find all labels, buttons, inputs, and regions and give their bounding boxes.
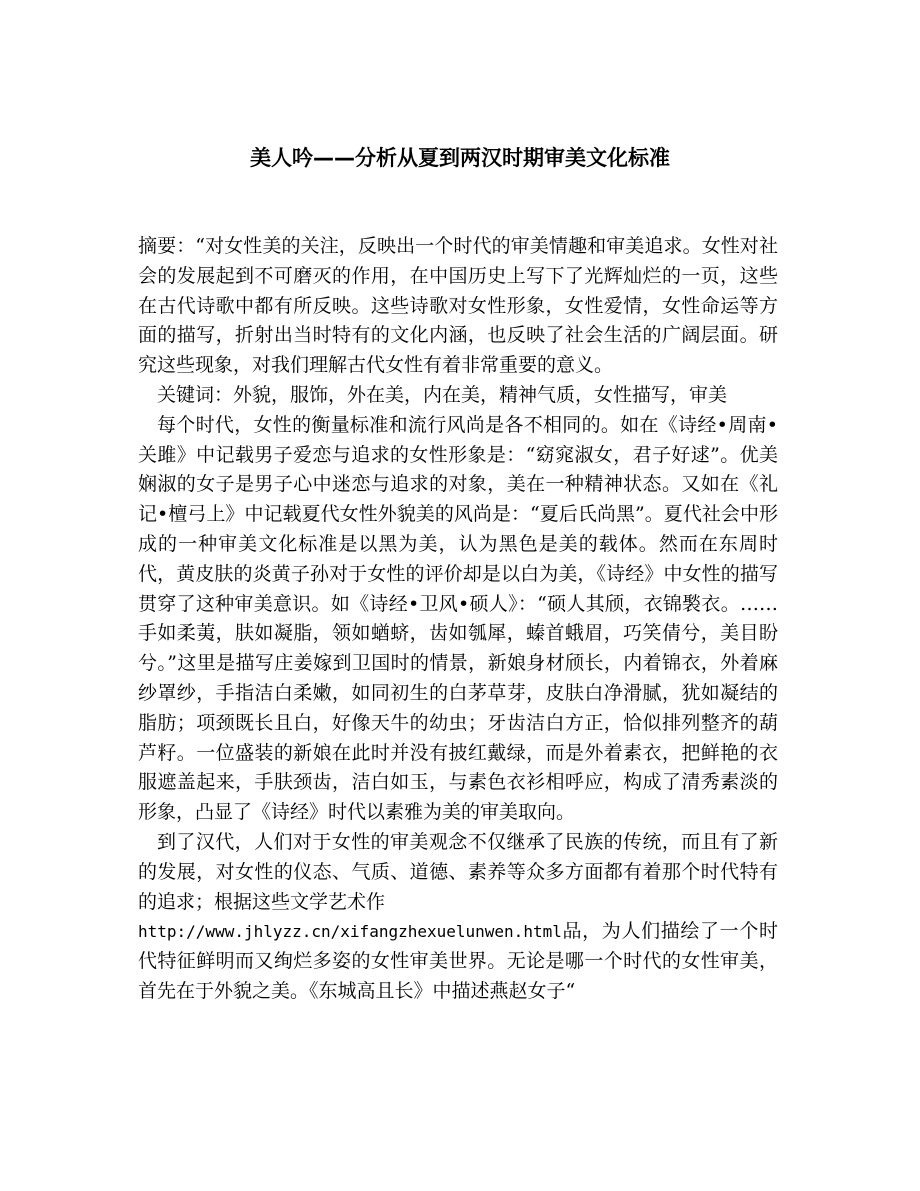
document-body (138, 232, 778, 1007)
abstract-paragraph: 摘要：“对女性美的关注，反映出一个时代的审美情趣和审美追求。女性对社会的发展起到不可磨灭的作用，在中国历史上写下了光辉灿烂的一页，这些在古代诗歌中都有所反映。这些诗歌对女性形象，女性爱情，女性命运等方面的描写，折射出当时特有的文化内涵，也反映了社会生活的广阔层面。研究这些现象，对我们理解古代女性有着非常重要的意义。 (138, 235, 778, 377)
keywords-paragraph: 关键词：外貌，服饰，外在美，内在美，精神气质，女性描写，审美 (157, 383, 728, 406)
body-paragraph-2 (138, 828, 778, 1007)
article-link[interactable]: http://www.jhlyzz.cn/xifangzhexuelunwen.html (138, 922, 562, 942)
document-title: 美人吟——分析从夏到两汉时期审美文化标准 (250, 146, 670, 170)
body-paragraph-1: 每个时代，女性的衡量标准和流行风尚是各不相同的。如在《诗经•周南•关雎》中记载男子爱恋与追求的女性形象是：“窈窕淑女，君子好逑”。优美娴淑的女子是男子心中迷恋与追求的对象，美在一种精神状态。又如在《礼记•檀弓上》中记载夏代女性外貌美的风尚是：“夏后氏尚黑”。夏代社会中形成的一种审美文化标准是以黑为美，认为黑色是美的载体。然而在东周时代，黄皮肤的炎黄子孙对于女性的评价却是以白为美，《诗经》中女性的描写贯穿了这种审美意识。如《诗经•卫风•硕人》：“硕人其颀，衣锦褧衣。……手如柔荑，肤如凝脂，领如蝤蛴，齿如瓠犀，螓首蛾眉，巧笑倩兮，美目盼兮。”这里是描写庄姜嫁到卫国时的情景，新娘身材颀长，内着锦衣，外着麻纱罩纱，手指洁白柔嫩，如同初生的白茅草芽，皮肤白净滑腻，犹如凝结的脂肪；项颈既长且白，好像天牛的幼虫；牙齿洁白方正，恰似排列整齐的葫芦籽。一位盛装的新娘在此时并没有披红戴绿，而是外着素衣，把鲜艳的衣服遮盖起来，手肤颈齿，洁白如玉，与素色衣衫相呼应，构成了清秀素淡的形象，凸显了《诗经》时代以素雅为美的审美取向。 (138, 413, 778, 824)
paragraph-2-text-start: 到了汉代，人们对于女性的审美观念不仅继承了民族的传统，而且有了新的发展，对女性的仪态、气质、道德、素养等众多方面都有着那个时代特有的追求；根据这些文学艺术作 (138, 830, 778, 913)
paragraph-2-text-end: 品，为人们描绘了一个时代特征鲜明而又绚烂多姿的女性审美世界。无论是哪一个时代的女性审美，首先在于外貌之美。《东城高且长》中描述燕赵女子“ (138, 920, 778, 1002)
